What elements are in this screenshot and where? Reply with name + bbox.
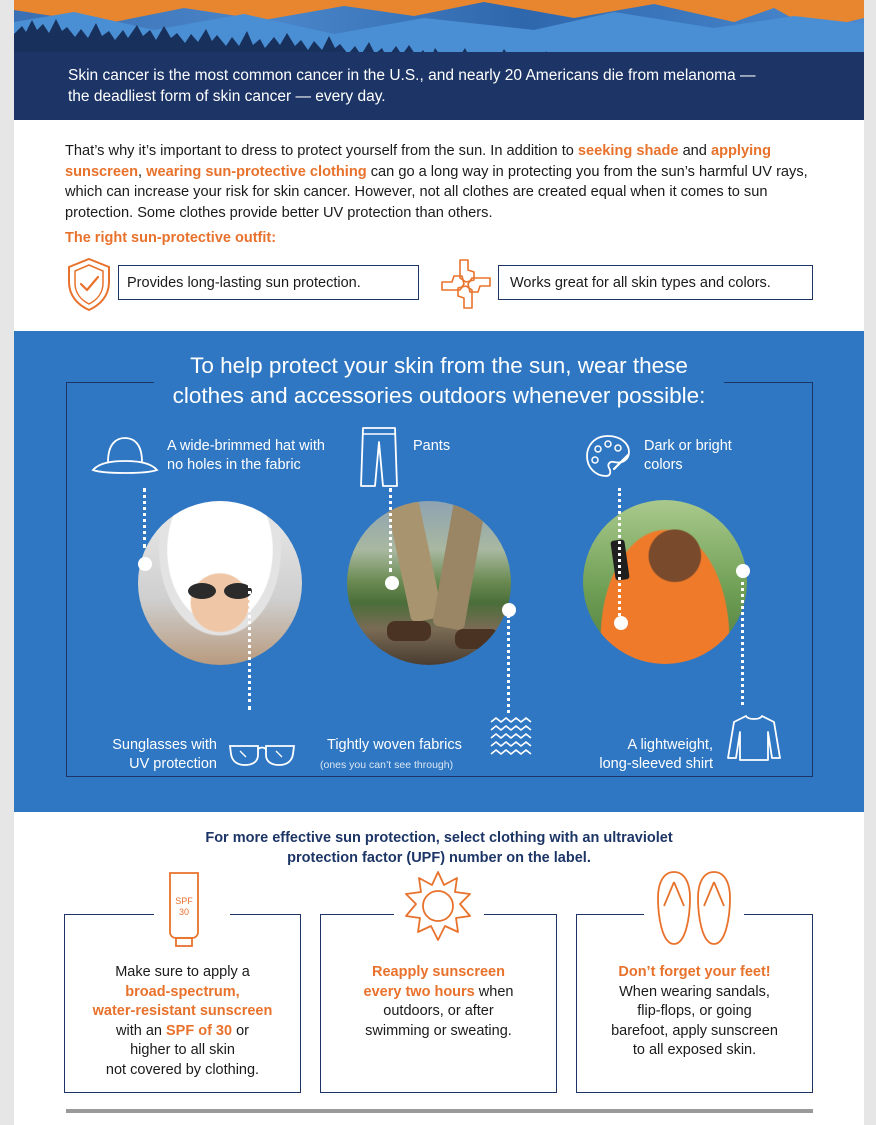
- body-paragraph: [65, 141, 825, 223]
- sunglasses-label: [107, 736, 217, 774]
- shirt-marker: [736, 564, 750, 578]
- shirt-label-line2: long-sleeved shirt: [599, 756, 713, 772]
- body-text-comma: ,: [138, 163, 147, 180]
- shirt-label-line1: A lightweight,: [627, 737, 713, 753]
- hat-label: [167, 437, 325, 475]
- sun-icon: [402, 870, 474, 942]
- c2-highlight-two-hours: every two hours: [363, 983, 475, 1000]
- shield-check-icon: [65, 256, 113, 312]
- colors-connector: [618, 488, 621, 616]
- c1-line4b: or: [232, 1022, 249, 1039]
- c2-line4: swimming or sweating.: [365, 1022, 512, 1039]
- c1-line4a: with an: [116, 1022, 166, 1039]
- flip-flops-icon: [654, 868, 734, 948]
- woven-fabric-icon: [489, 716, 535, 760]
- reapply-card-text: [330, 963, 547, 1041]
- hiker-pants-photo: [347, 501, 511, 665]
- highlight-applying-sunscreen: applying sunscreen: [65, 143, 771, 180]
- colors-label-line1: Dark or bright: [644, 438, 732, 454]
- sunglasses-icon: [228, 741, 296, 767]
- hat-icon: [90, 436, 160, 478]
- c1-line6: not covered by clothing.: [105, 1061, 260, 1078]
- pants-icon: [359, 426, 399, 488]
- upf-note-line1: For more effective sun protection, select clothing with an ultraviolet: [205, 830, 673, 846]
- c3-line5: to all exposed skin.: [632, 1042, 757, 1058]
- intro-banner: [14, 52, 864, 120]
- fabrics-label: Tightly woven fabrics: [327, 737, 462, 753]
- fabrics-marker: [502, 603, 516, 617]
- c3-highlight-feet: Don’t forget your feet!: [618, 964, 771, 980]
- c3-line2: When wearing sandals,: [619, 983, 770, 1000]
- forest-landscape-illustration: [14, 0, 864, 52]
- pants-connector: [389, 488, 392, 572]
- paint-palette-icon: [584, 433, 632, 479]
- outfit-item-long-lasting: Provides long-lasting sun protection.: [118, 265, 419, 300]
- woman-hat-photo: [138, 501, 302, 665]
- colors-marker: [614, 616, 628, 630]
- sunglasses-detail: [188, 583, 254, 599]
- body-text-and: and: [678, 143, 711, 159]
- spf-label-value: 30: [178, 907, 189, 917]
- c3-line3: flip-flops, or going: [637, 1003, 752, 1019]
- pants-label: Pants: [413, 438, 451, 454]
- c1-highlight-water-resistant: water-resistant sunscreen: [92, 1003, 273, 1019]
- c2-line2b: when: [474, 983, 514, 1000]
- body-text-2: can go a long way in protecting you from the sun’s harmful UV rays, which can increase your risk for skin cancer. However, not all clothes are created equal when it comes to sun protection. Some clothes provide better UV protection than others.: [65, 163, 808, 221]
- wear-section-title: To help protect your skin from the sun, wear these clothes and accessories outdoors whenever possible:: [154, 351, 724, 411]
- long-sleeve-shirt-icon: [726, 714, 782, 762]
- pants-marker: [385, 576, 399, 590]
- c1-line5: higher to all skin: [130, 1042, 235, 1058]
- sunglasses-label-line2: UV protection: [129, 756, 217, 772]
- c2-highlight-reapply: Reapply sunscreen: [372, 964, 505, 980]
- sunglasses-label-line1: Sunglasses with: [112, 737, 217, 753]
- colors-label: [644, 437, 732, 475]
- outfit-heading: The right sun-protective outfit:: [65, 230, 277, 246]
- man-orange-shirt-photo: [583, 500, 747, 664]
- spf-label-text: SPF: [175, 896, 193, 906]
- hat-marker: [138, 557, 152, 571]
- joined-hands-icon: [438, 256, 494, 312]
- sunglasses-connector: [248, 572, 251, 710]
- body-text-1: That’s why it’s important to dress to protect yourself from the sun. In addition to: [65, 143, 578, 159]
- c1-highlight-spf: SPF of 30: [165, 1022, 233, 1039]
- sunscreen-card-text: [74, 963, 291, 1080]
- bottom-divider: [66, 1109, 813, 1113]
- shirt-label: [587, 736, 713, 774]
- colors-label-line2: colors: [644, 457, 683, 473]
- hat-label-line2: no holes in the fabric: [167, 457, 301, 473]
- infographic-page: [14, 0, 864, 1125]
- c2-line3: outdoors, or after: [383, 1003, 494, 1019]
- spf-label: [170, 896, 198, 918]
- sunglasses-marker: [243, 561, 257, 575]
- c1-highlight-broad-spectrum: broad-spectrum,: [125, 983, 240, 1000]
- fabrics-connector: [507, 615, 510, 713]
- shirt-connector: [741, 575, 744, 705]
- hat-label-line1: A wide-brimmed hat with: [167, 438, 325, 454]
- feet-card-text: [586, 963, 803, 1061]
- upf-note-line2: protection factor (UPF) number on the label.: [287, 850, 591, 866]
- fabrics-sublabel: (ones you can’t see through): [320, 759, 454, 771]
- c1-line1: Make sure to apply a: [115, 964, 250, 980]
- hat-connector: [143, 488, 146, 548]
- upf-note: [174, 828, 704, 868]
- intro-text: Skin cancer is the most common cancer in the U.S., and nearly 20 Americans die from melanoma — the deadliest form of skin cancer — every day.: [68, 67, 756, 105]
- c3-line4: barefoot, apply sunscreen: [611, 1022, 778, 1039]
- hero-banner: [14, 0, 864, 52]
- outfit-item-all-skin-types: Works great for all skin types and colors.: [498, 265, 813, 300]
- highlight-wearing-clothing: wearing sun-protective clothing: [146, 163, 367, 180]
- highlight-seeking-shade: seeking shade: [577, 143, 679, 159]
